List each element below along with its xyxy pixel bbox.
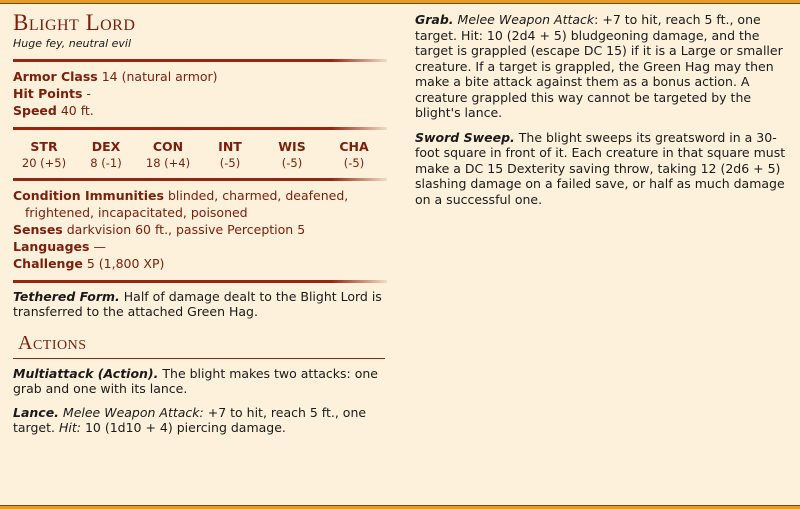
armor-class-value: 14 (natural armor) — [101, 69, 218, 84]
hit-points-line — [13, 85, 387, 102]
ability-score: (-5) — [281, 156, 303, 170]
hit-points-label: Hit Points — [13, 86, 83, 101]
action-text: : +7 to hit, reach 5 ft., one target. Hit: 10 (2d4 + 5) bludgeoning damage, and the target is grappled (escape DC 15) if it is a Large or smaller creature. If a target is grappled, the Green Hag may then make a bite attack against them as a bonus action. A creature grappled this way cannot be targeted by the blight's lance. — [415, 12, 783, 120]
armor-class-label: Armor Class — [13, 69, 98, 84]
action-hit-text: 10 (1d10 + 4) piercing damage. — [84, 420, 286, 435]
challenge-line — [13, 255, 387, 272]
ability-name: INT — [218, 139, 242, 154]
languages-label: Languages — [13, 239, 90, 254]
action-sword-sweep — [415, 130, 789, 208]
monster-meta: Huge fey, neutral evil — [13, 37, 132, 50]
ability-score: 8 (-1) — [90, 156, 122, 170]
trait-tethered-form — [13, 289, 387, 319]
action-title: Multiattack (Action). — [13, 366, 159, 381]
languages-value: — — [93, 239, 106, 254]
ability-cha — [323, 138, 385, 170]
languages-line — [13, 238, 387, 255]
challenge-label: Challenge — [13, 256, 83, 271]
action-text: +7 to hit, reach 5 ft., one target. — [13, 405, 367, 435]
ability-score: 20 (+5) — [21, 156, 67, 170]
ability-score: (-5) — [343, 156, 365, 170]
stat-block-left-column — [13, 10, 387, 435]
hit-points-value: - — [86, 86, 91, 101]
actions-divider — [13, 358, 385, 359]
ability-scores — [13, 138, 387, 170]
action-grab — [415, 12, 789, 121]
monster-name: Blight Lord — [13, 10, 136, 35]
action-title: Lance. — [13, 405, 59, 420]
action-attack-type: Melee Weapon Attack — [457, 12, 595, 27]
action-hit-label: Hit: — [58, 420, 81, 435]
action-text: The blight sweeps its greatsword in a 30-foot square in front of it. Each creature in that square must make a DC 15 Dexterity saving throw, taking 12 (2d6 + 5) slashing damage on a failed save, or half as much damage on a successful one. — [415, 129, 786, 207]
action-text: The blight makes two attacks: one grab and one with its lance. — [13, 366, 378, 396]
ability-name: CON — [152, 139, 184, 154]
action-attack-type: Melee Weapon Attack: — [62, 405, 204, 420]
stat-block-right-column — [415, 12, 789, 216]
action-multiattack — [13, 366, 387, 396]
action-lance — [13, 405, 387, 435]
action-title: Sword Sweep. — [415, 129, 515, 145]
divider — [13, 178, 387, 181]
condition-immunities-line — [13, 187, 387, 221]
senses-value: darkvision 60 ft., passive Perception 5 — [66, 222, 306, 237]
ability-con — [137, 138, 199, 170]
ability-int — [199, 138, 261, 170]
ability-score: 18 (+4) — [145, 156, 191, 170]
speed-label: Speed — [13, 103, 57, 118]
speed-line — [13, 102, 387, 119]
ability-wis — [261, 138, 323, 170]
ability-name: DEX — [91, 139, 121, 154]
senses-label: Senses — [13, 222, 63, 237]
condition-immunities-label: Condition Immunities — [13, 188, 164, 203]
ability-dex — [75, 138, 137, 170]
ability-score: (-5) — [219, 156, 241, 170]
divider — [13, 59, 387, 62]
trait-title: Tethered Form. — [13, 289, 120, 304]
actions-heading: Actions — [18, 332, 87, 354]
challenge-value: 5 (1,800 XP) — [86, 256, 165, 271]
action-title: Grab. — [415, 12, 454, 27]
condition-immunities-value: blinded, charmed, deafened, frightened, incapacitated, poisoned — [25, 188, 349, 220]
ability-name: WIS — [278, 139, 306, 154]
ability-name: STR — [30, 139, 58, 154]
speed-value: 40 ft. — [60, 103, 94, 118]
divider — [13, 127, 387, 130]
ability-name: CHA — [339, 139, 369, 154]
divider — [13, 280, 387, 283]
armor-class-line — [13, 68, 387, 85]
trait-text: Half of damage dealt to the Blight Lord is transferred to the attached Green Hag. — [13, 289, 382, 319]
ability-str — [13, 138, 75, 170]
senses-line — [13, 221, 387, 238]
